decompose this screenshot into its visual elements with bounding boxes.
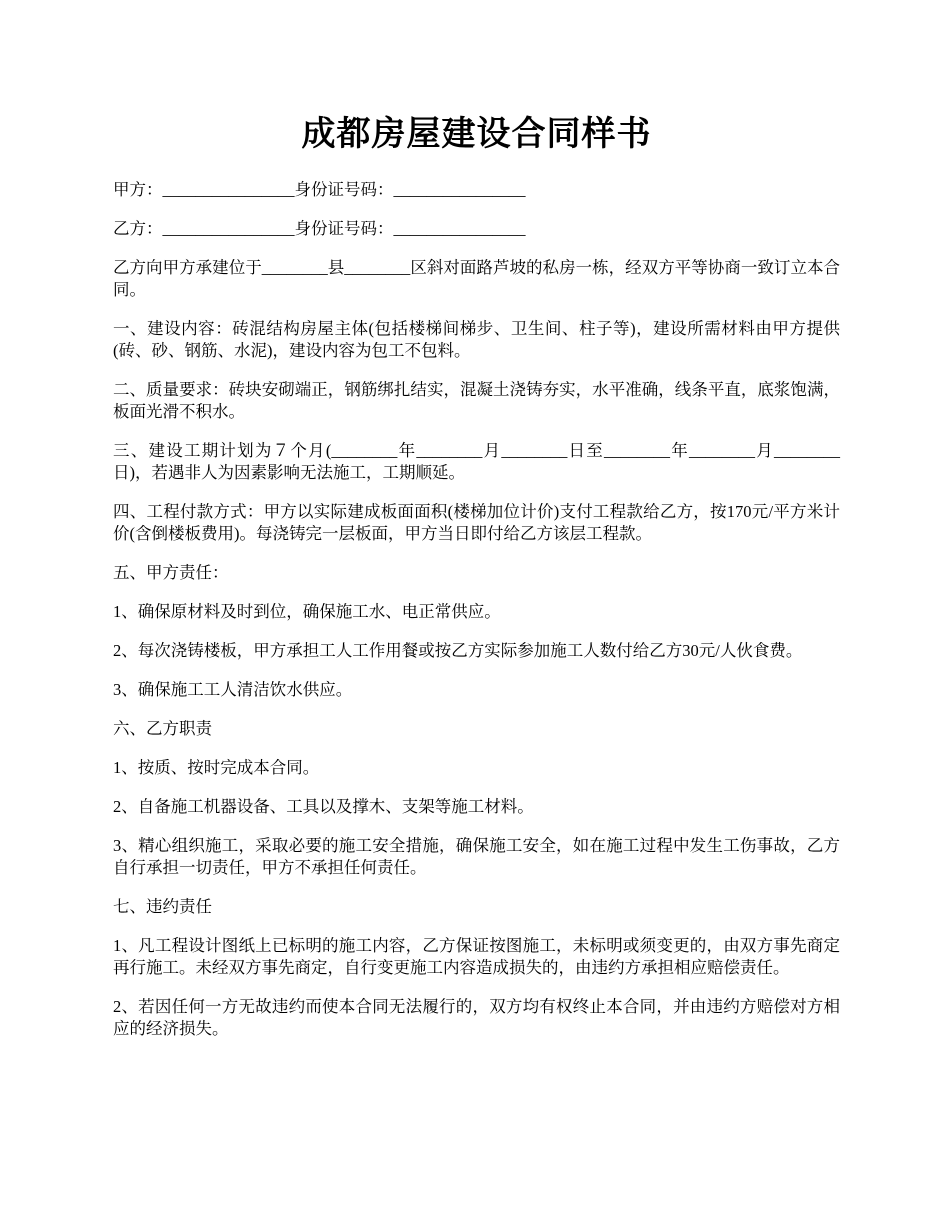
party-b-duty-item: 1、按质、按时完成本合同。: [113, 758, 320, 777]
party-a-duty-item: 2、每次浇铸楼板，甲方承担工人工作用餐或按乙方实际参加施工人数付给乙方30元/人伙食费。: [113, 641, 803, 660]
document-body: [113, 179, 840, 1057]
party-b-duty-item: 3、精心组织施工，采取必要的施工安全措施，确保施工安全，如在施工过程中发生工伤事故，乙方自行承担一切责任，甲方不承担任何责任。: [113, 836, 840, 877]
party-b-duty-item: 2、自备施工机器设备、工具以及撑木、支架等施工材料。: [113, 797, 534, 816]
section-heading-party-b-duties: 六、乙方职责: [113, 719, 212, 738]
preamble-paragraph: 乙方向甲方承建位于________县________区斜对面路芦坡的私房一栋，经双方平等协商一致订立本合同。: [113, 258, 840, 299]
section-heading-party-a-duties: 五、甲方责任：: [113, 563, 229, 582]
clause-construction-content: 一、建设内容：砖混结构房屋主体(包括楼梯间梯步、卫生间、柱子等)，建设所需材料由甲方提供(砖、砂、钢筋、水泥)，建设内容为包工不包料。: [113, 319, 840, 360]
party-b-line: 乙方：________________身份证号码：________________: [113, 219, 526, 238]
clause-construction-schedule: 三、建设工期计划为７个月(________年________月________日至________年________月________日)，若遇非人为因素影响无法施工，工期顺延。: [113, 441, 840, 482]
breach-liability-item: 2、若因任何一方无故违约而使本合同无法履行的，双方均有权终止本合同，并由违约方赔偿对方相应的经济损失。: [113, 997, 840, 1038]
section-heading-breach-liability: 七、违约责任: [113, 897, 212, 916]
clause-quality-requirements: 二、质量要求：砖块安砌端正，钢筋绑扎结实，混凝土浇铸夯实，水平准确，线条平直，底浆饱满，板面光滑不积水。: [113, 380, 840, 421]
clause-payment-method: 四、工程付款方式：甲方以实际建成板面面积(楼梯加位计价)支付工程款给乙方，按170元/平方米计价(含倒楼板费用)。每浇铸完一层板面，甲方当日即付给乙方该层工程款。: [113, 502, 840, 543]
breach-liability-item: 1、凡工程设计图纸上已标明的施工内容，乙方保证按图施工，未标明或须变更的，由双方事先商定再行施工。未经双方事先商定，自行变更施工内容造成损失的，由违约方承担相应赔偿责任。: [113, 936, 840, 977]
document-title: 成都房屋建设合同样书: [301, 116, 652, 153]
party-a-duty-item: 3、确保施工工人清洁饮水供应。: [113, 680, 353, 699]
party-a-line: 甲方：________________身份证号码：________________: [113, 180, 526, 199]
party-a-duty-item: 1、确保原材料及时到位，确保施工水、电正常供应。: [113, 602, 501, 621]
